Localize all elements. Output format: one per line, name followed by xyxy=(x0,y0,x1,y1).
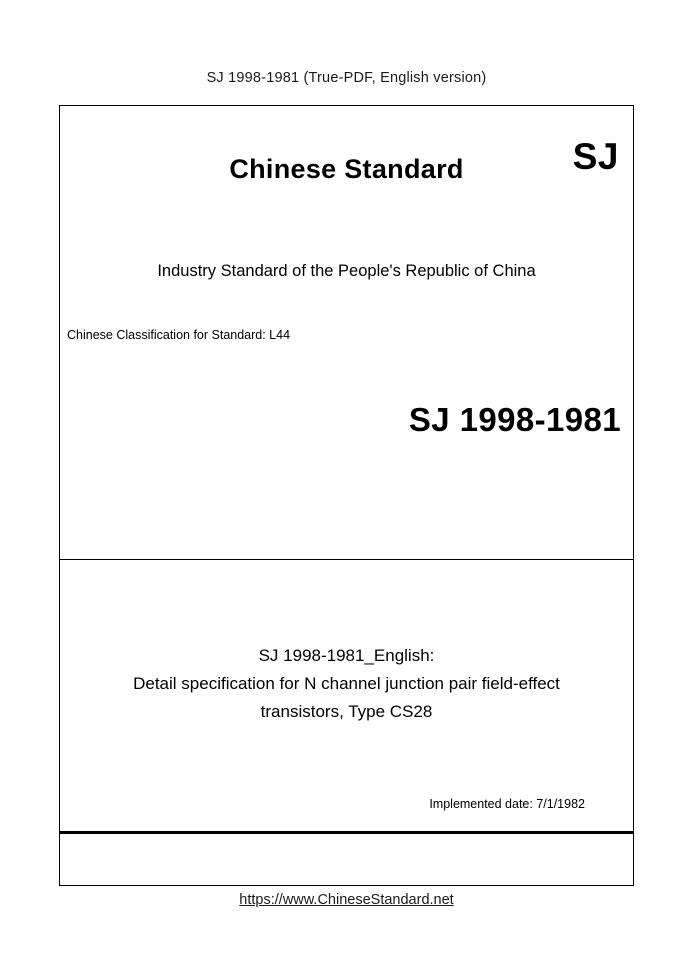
page-caption: SJ 1998-1981 (True-PDF, English version) xyxy=(206,70,487,86)
cover-upper-section xyxy=(60,106,633,560)
implemented-date: Implemented date: 7/1/1982 xyxy=(429,797,585,811)
cover-bottom-bar xyxy=(60,832,633,885)
industry-standard-line: Industry Standard of the People's Republic of China xyxy=(157,262,536,280)
cover-frame xyxy=(59,105,634,886)
standard-number: SJ 1998-1981 xyxy=(408,401,621,438)
standard-title: Chinese Standard xyxy=(229,154,464,184)
sj-logo: SJ xyxy=(572,136,619,177)
website-link[interactable]: https://www.ChineseStandard.net xyxy=(239,892,454,908)
english-title-line-2: Detail specification for N channel junction pair field-effect xyxy=(133,674,560,693)
english-title-line-1: SJ 1998-1981_English: xyxy=(258,646,435,665)
classification-code: Chinese Classification for Standard: L44 xyxy=(67,328,291,342)
title-row xyxy=(60,136,633,214)
cover-lower-section xyxy=(60,560,633,832)
english-title-line-3: transistors, Type CS28 xyxy=(260,702,433,721)
english-title-block xyxy=(90,642,603,726)
